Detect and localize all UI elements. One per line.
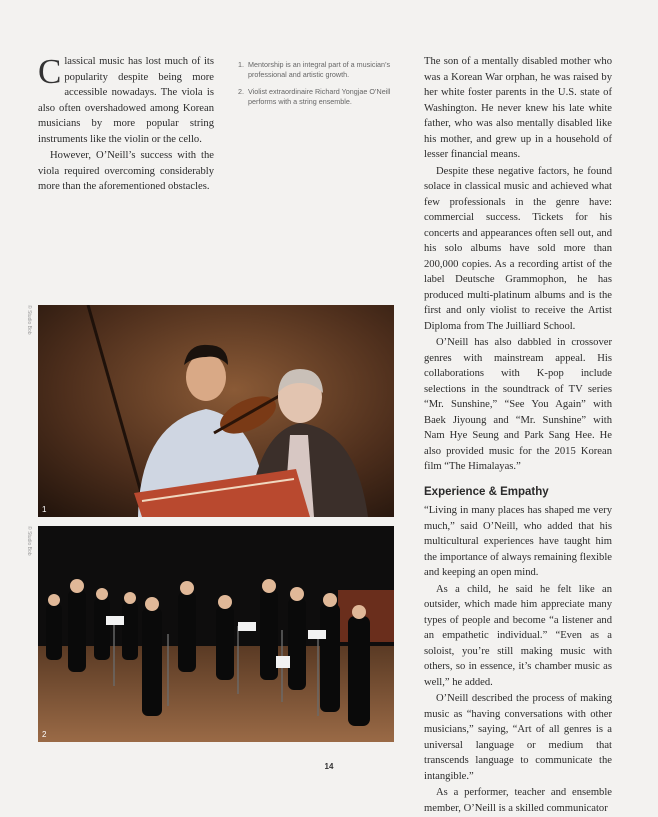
photo-string-ensemble bbox=[38, 526, 394, 742]
right-paragraph-3: O’Neill has also dabbled in crossover genres with mainstream appeal. His collaborations with K-pop include selections in the soundtrack of TV series “Mr. Sunshine,” “See You Again” with Baek Jiyoung and “Mr. Sunshine” with Nam Hye Seung and Park Sang Hee. He also provided music for the 2015 Korean film “The Himalayas.” bbox=[424, 337, 612, 472]
left-paragraph-1 bbox=[38, 54, 214, 147]
photo-2-number: 2 bbox=[42, 730, 47, 739]
photo-mentorship bbox=[38, 305, 394, 517]
photo-credit-1: © Studio Bob bbox=[26, 305, 32, 335]
page-number: 14 bbox=[324, 762, 334, 771]
photo-credit-2: © Studio Bob bbox=[26, 526, 32, 556]
right-text-column bbox=[424, 54, 612, 817]
photo-ensemble-illustration bbox=[38, 526, 394, 742]
photo-mentorship-illustration bbox=[38, 305, 394, 517]
left-paragraph-2: However, O’Neill’s success with the viola required overcoming considerably more than the aforementioned obstacles. bbox=[38, 150, 214, 192]
caption-1: 1. Mentorship is an integral part of a musician’s professional and artistic growth. bbox=[246, 60, 404, 80]
caption-2: 2. Violist extraordinaire Richard Yongjae O’Neill performs with a string ensemble. bbox=[246, 87, 404, 107]
right-paragraph-6: O’Neill described the process of making music as “having conversations with other musicians,” saying, “Art of all genres is a universal language or medium that transcends language to communicate the intangible.” bbox=[424, 693, 612, 782]
drop-cap: C bbox=[38, 52, 62, 91]
left-text-column bbox=[38, 54, 214, 196]
photo-1-number: 1 bbox=[42, 505, 47, 514]
section-subheading: Experience & Empathy bbox=[424, 485, 549, 498]
left-paragraph-1-text: lassical music has lost much of its popularity despite being more accessible nowadays. The viola is also often overshadowed among Korean musicians by more popular string instruments like the violin or the cello. bbox=[38, 56, 214, 145]
right-paragraph-5: As a child, he said he felt like an outsider, which made him appreciate many types of people and become “a listener and an empathetic individual.” “Even as a soloist, you’re still making music with others, so in essence, it’s chamber music as well,” he added. bbox=[424, 583, 612, 688]
right-paragraph-2: Despite these negative factors, he found solace in classical music and achieved what few professionals in the genre have: commercial success. Tickets for his concerts and appearances often sell out, and his solo albums have sold more than 200,000 copies. As a recording artist of the label Deutsche Grammophon, he has produced multi-platinum albums and is the first and only violist to receive the Artist Diploma from The Juilliard School. bbox=[424, 165, 612, 332]
right-paragraph-7: As a performer, teacher and ensemble member, O’Neill is a skilled communicator bbox=[424, 787, 612, 814]
right-paragraph-1: The son of a mentally disabled mother who was a Korean War orphan, he was raised by her white foster parents in the U.S. state of Washington. He never knew his late white father, who was also mentally disabled like his mother, and grew up in a household of lesser financial means. bbox=[424, 56, 612, 160]
right-paragraph-4: “Living in many places has shaped me very much,” said O’Neill, who added that his multicultural experiences have taught him the importance of always remaining flexible and keeping an open mind. bbox=[424, 505, 612, 578]
photo-captions bbox=[236, 60, 404, 114]
